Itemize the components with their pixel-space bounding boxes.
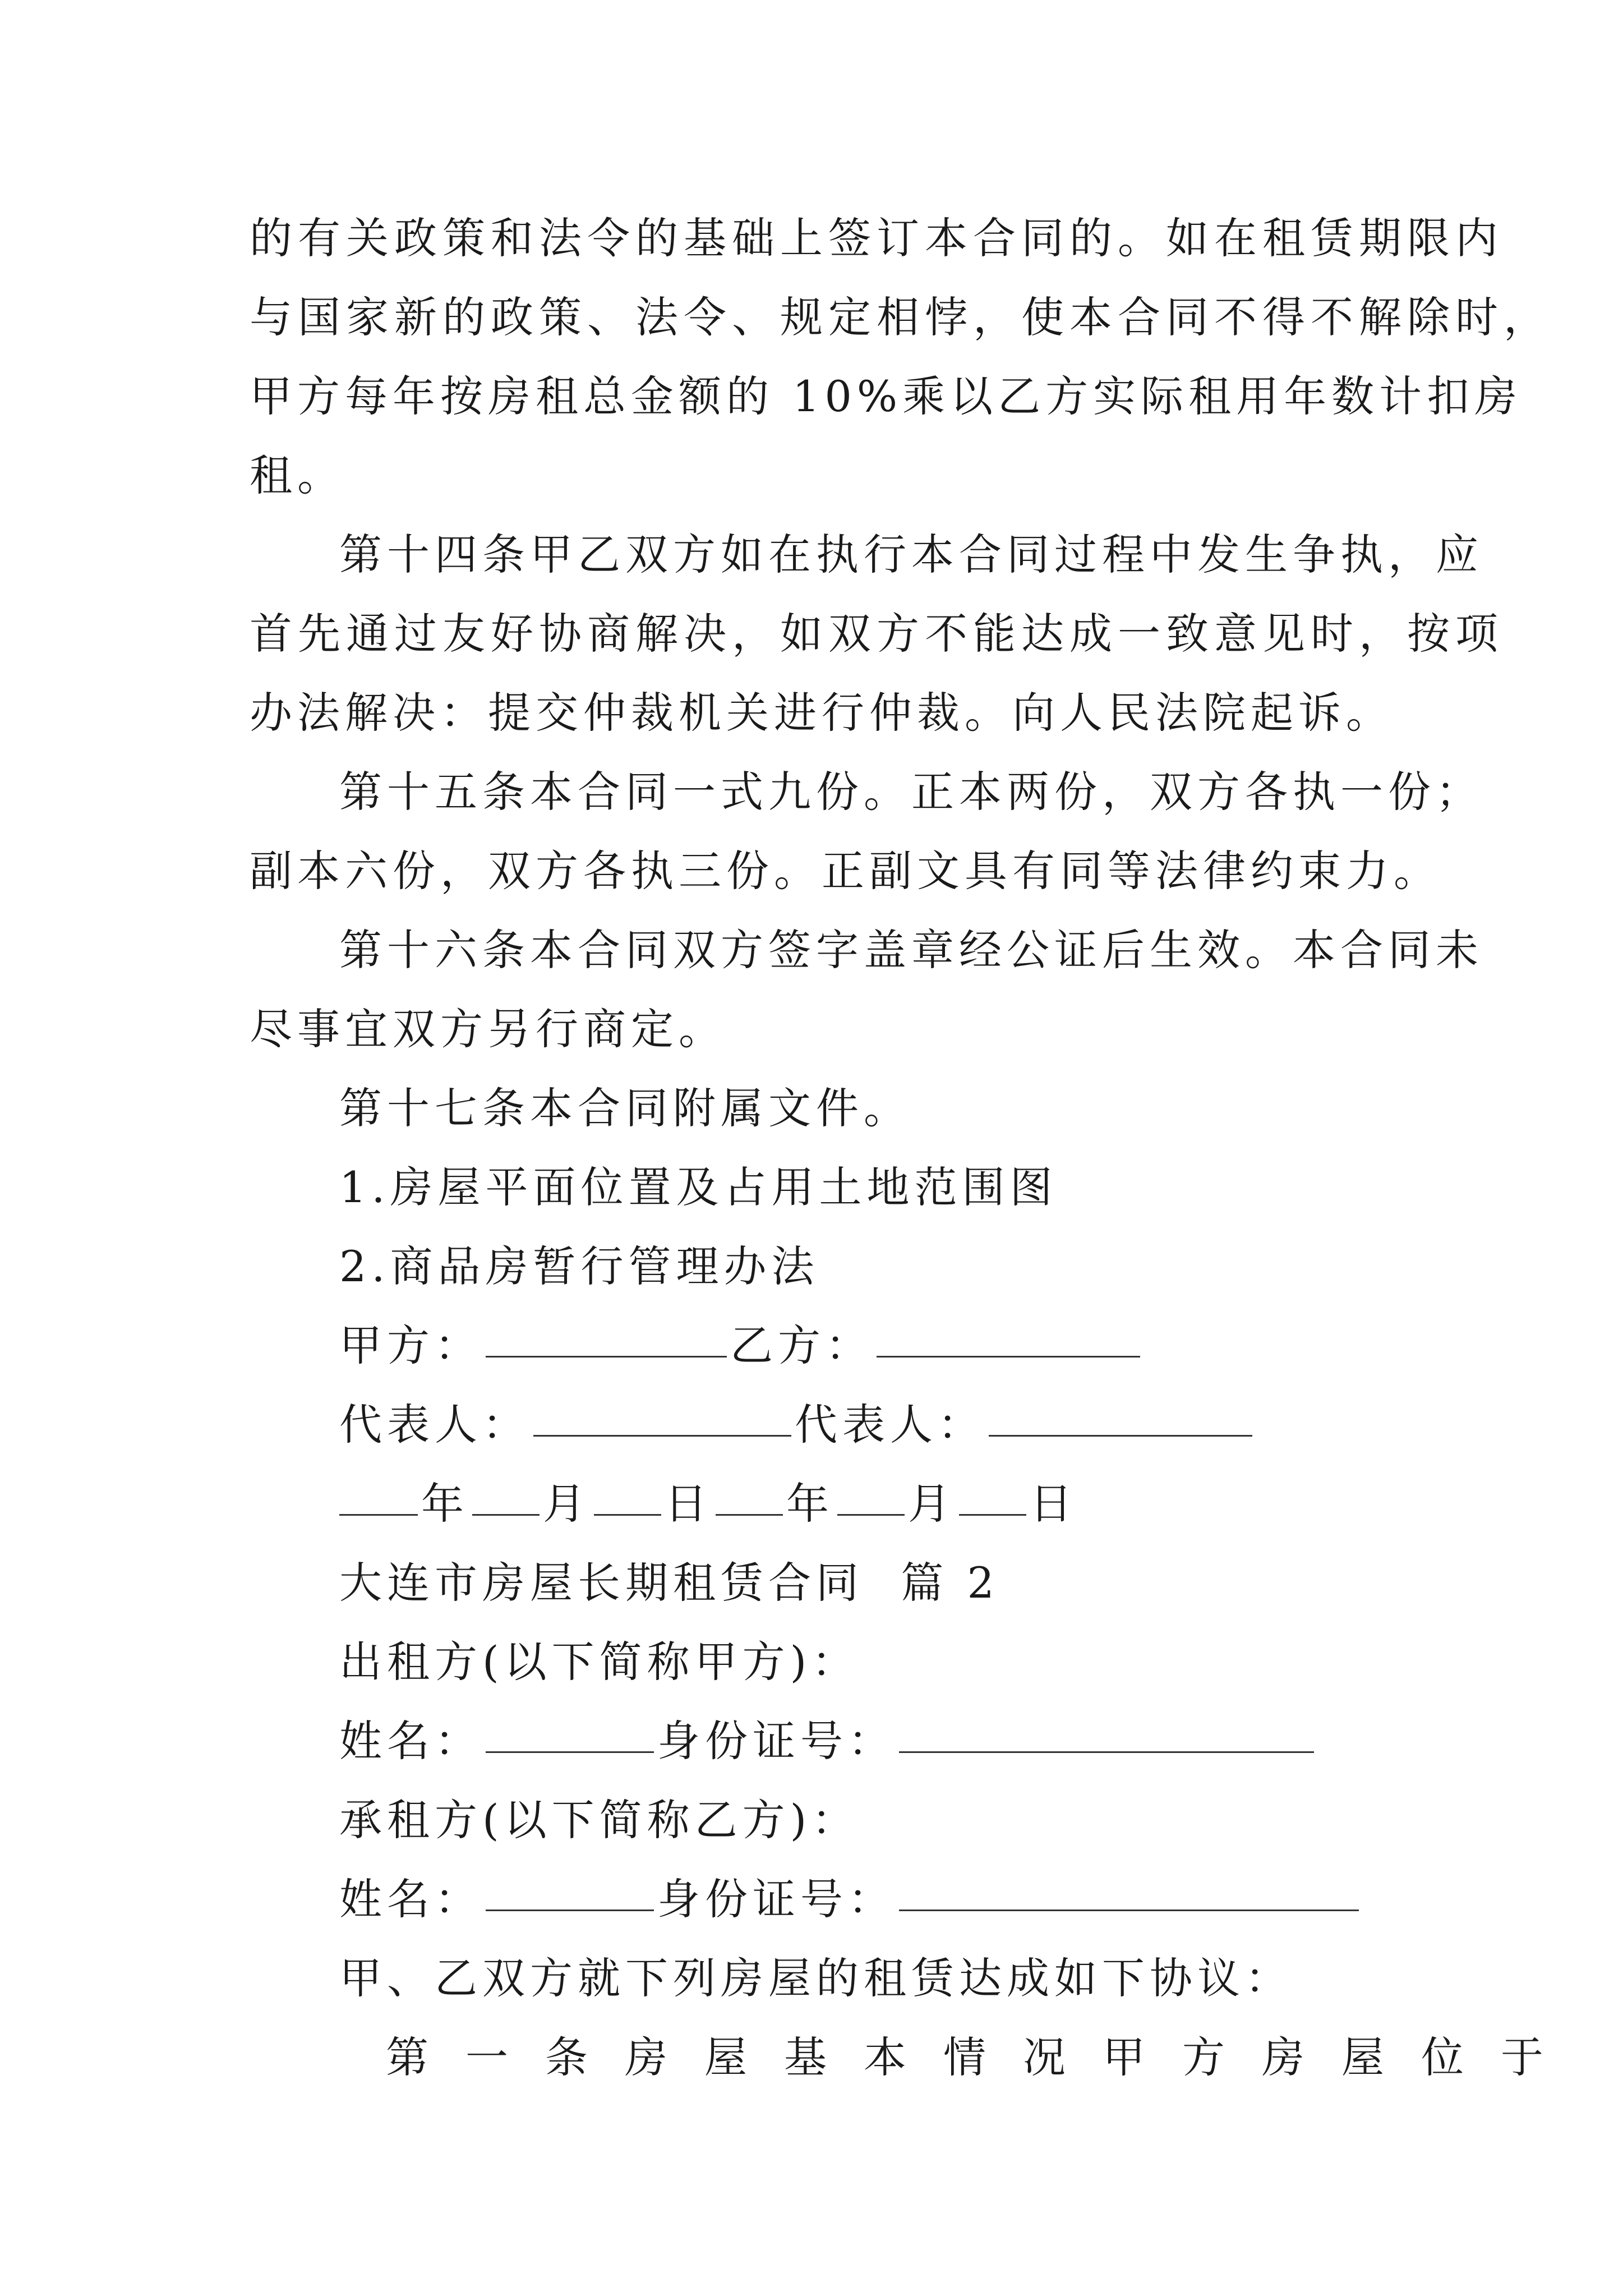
day-label: 日 — [1030, 1479, 1077, 1529]
lessor-name-blank[interactable] — [486, 1702, 654, 1753]
article-14-line: 第十四条甲乙双方如在执行本合同过程中发生争执，应 — [339, 530, 1483, 579]
year-label: 年 — [421, 1479, 469, 1529]
text-line: 尽事宜双方另行商定。 — [250, 1004, 726, 1054]
party-b-blank[interactable] — [877, 1306, 1140, 1358]
month-label: 月 — [543, 1479, 591, 1529]
rep-b-label: 代表人： — [795, 1400, 985, 1450]
text-line: 租。 — [250, 450, 345, 500]
text-line: 甲方每年按房租总金额的 10%乘以乙方实际租用年数计扣房 — [250, 371, 1523, 421]
name-label: 姓名： — [339, 1716, 482, 1766]
article-15-line: 第十五条本合同一式九份。正本两份，双方各执一份； — [339, 767, 1483, 817]
lessor-id-line — [0, 1702, 1623, 1780]
month-label: 月 — [908, 1479, 956, 1529]
rep-b-blank[interactable] — [989, 1386, 1252, 1437]
year-label: 年 — [786, 1479, 834, 1529]
name-label: 姓名： — [339, 1874, 482, 1924]
rep-a-label: 代表人： — [339, 1400, 530, 1450]
day-a-blank[interactable] — [594, 1465, 661, 1516]
text-line: 与国家新的政策、法令、规定相悖，使本合同不得不解除时， — [250, 292, 1552, 342]
lessee-id-line — [0, 1860, 1623, 1939]
rep-a-blank[interactable] — [533, 1386, 791, 1437]
text-line: 首先通过友好协商解决，如双方不能达成一致意见时，按项 — [250, 609, 1504, 659]
lessor-heading: 出租方(以下简称甲方)： — [339, 1637, 860, 1687]
attachment-item: 2.商品房暂行管理办法 — [339, 1241, 819, 1291]
id-label: 身份证号： — [657, 1716, 896, 1766]
day-label: 日 — [665, 1479, 712, 1529]
lessor-id-blank[interactable] — [899, 1702, 1314, 1753]
party-b-label: 乙方： — [730, 1320, 873, 1370]
date-line — [0, 1465, 1623, 1543]
year-b-blank[interactable] — [716, 1465, 783, 1516]
article-1-line: 第一条房屋基本情况甲方房屋位于 — [386, 2032, 1580, 2082]
party-signature-line — [0, 1306, 1623, 1385]
attachment-item: 1.房屋平面位置及占用土地范围图 — [339, 1162, 1058, 1212]
representative-signature-line — [0, 1386, 1623, 1464]
text-line: 办法解决：提交仲裁机关进行仲裁。向人民法院起诉。 — [250, 688, 1394, 738]
article-16-line: 第十六条本合同双方签字盖章经公证后生效。本合同未 — [339, 925, 1483, 975]
lessee-id-blank[interactable] — [899, 1860, 1359, 1911]
text-line: 的有关政策和法令的基础上签订本合同的。如在租赁期限内 — [250, 213, 1504, 263]
lessee-heading: 承租方(以下简称乙方)： — [339, 1795, 860, 1845]
agreement-line: 甲、乙双方就下列房屋的租赁达成如下协议： — [339, 1953, 1293, 2003]
section-title: 大连市房屋长期租赁合同 篇 2 — [339, 1558, 999, 1608]
id-label: 身份证号： — [657, 1874, 896, 1924]
year-a-blank[interactable] — [339, 1465, 418, 1516]
lessee-name-blank[interactable] — [486, 1860, 654, 1911]
month-b-blank[interactable] — [837, 1465, 905, 1516]
party-a-blank[interactable] — [486, 1306, 727, 1358]
party-a-label: 甲方： — [339, 1320, 482, 1370]
day-b-blank[interactable] — [959, 1465, 1026, 1516]
month-a-blank[interactable] — [472, 1465, 540, 1516]
text-line: 副本六份，双方各执三份。正副文具有同等法律约束力。 — [250, 846, 1441, 896]
article-17-line: 第十七条本合同附属文件。 — [339, 1083, 911, 1133]
